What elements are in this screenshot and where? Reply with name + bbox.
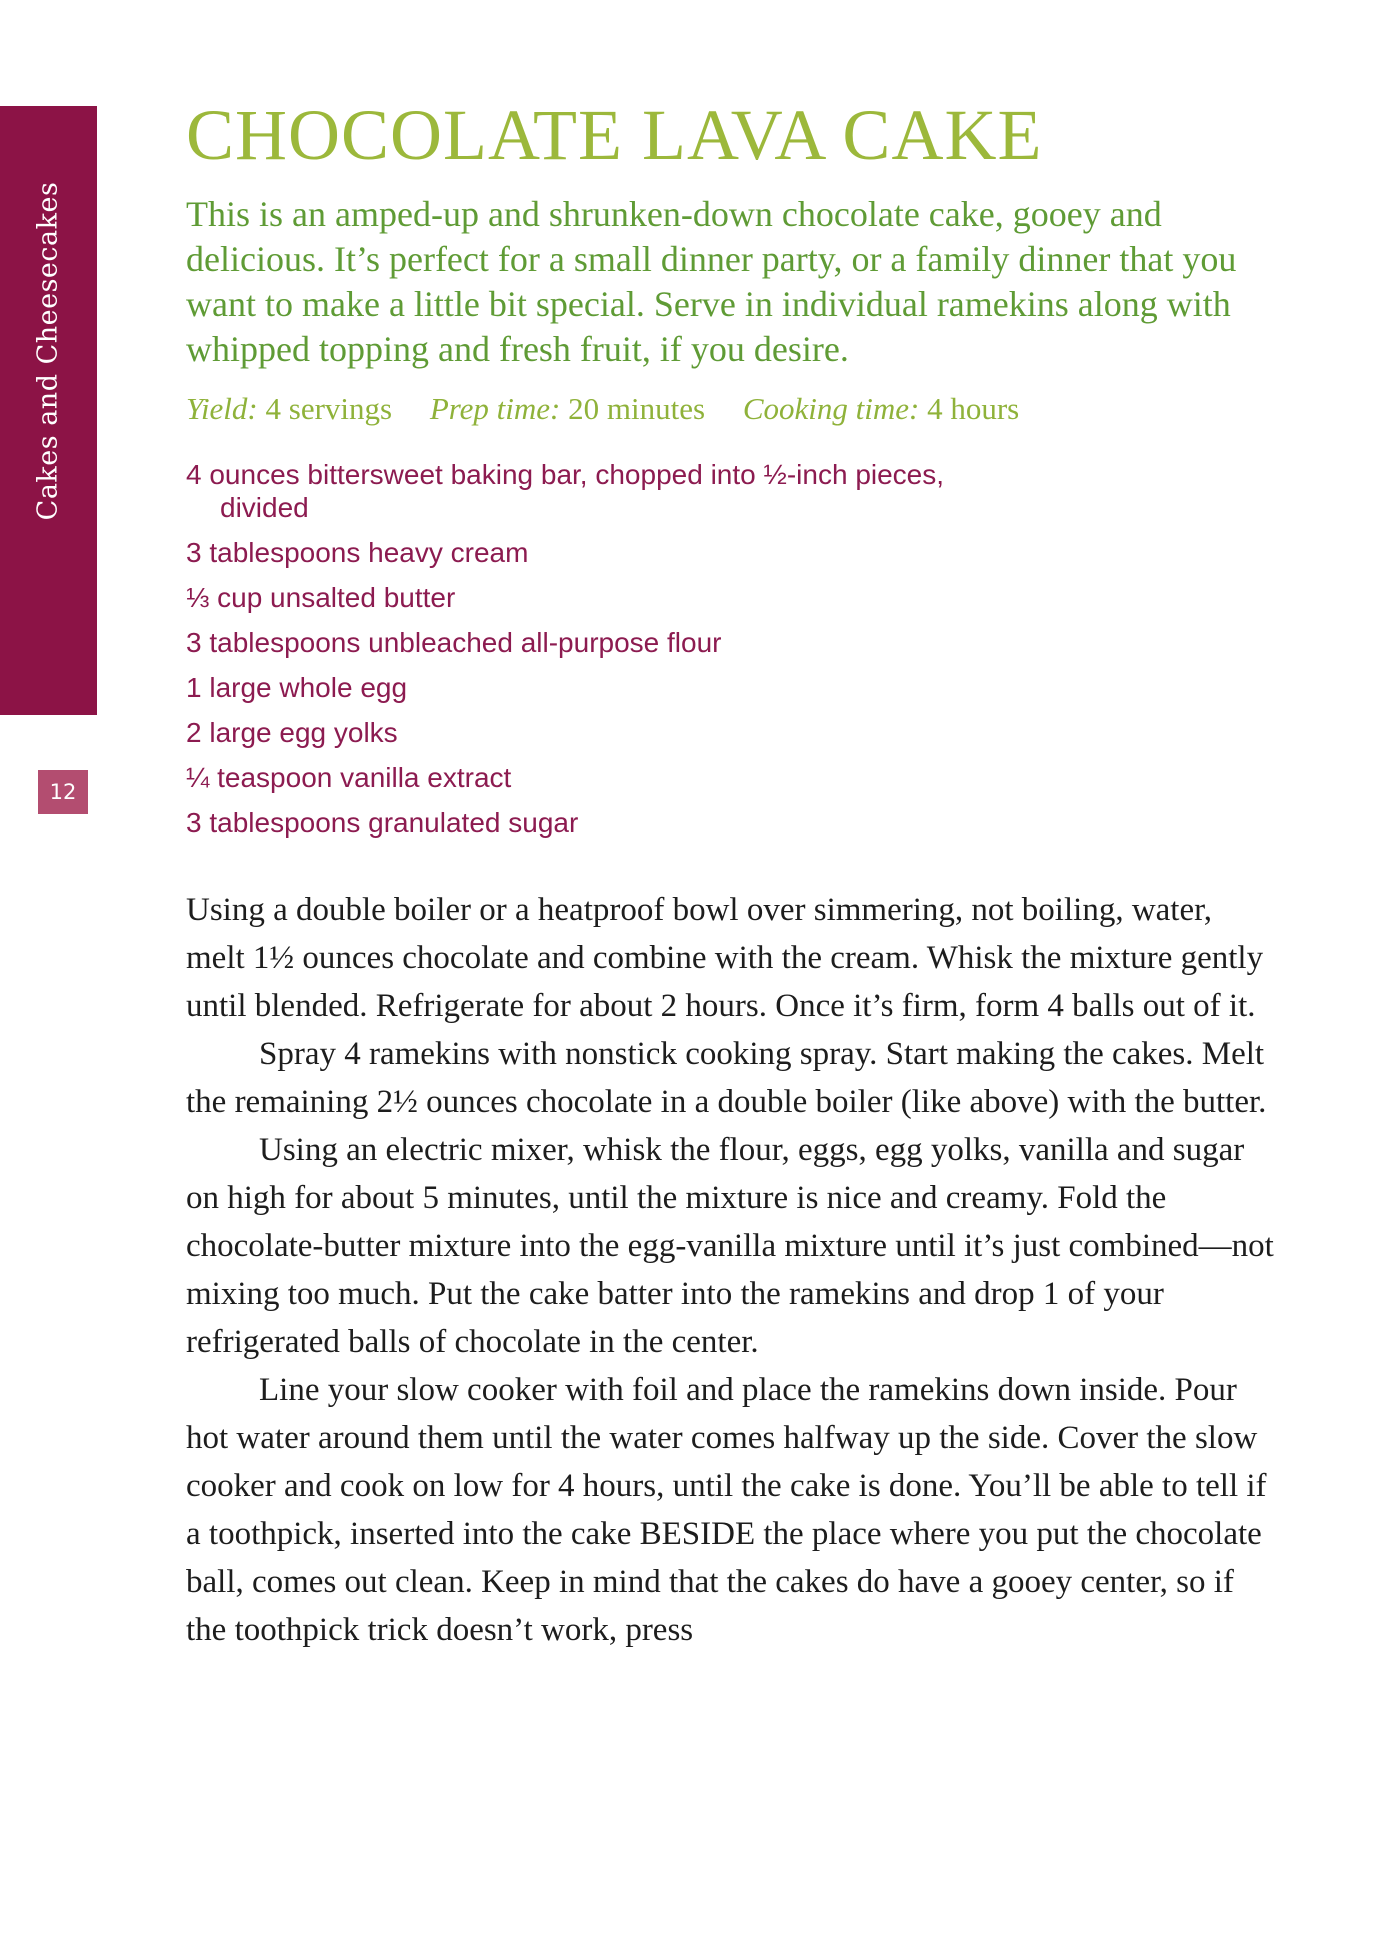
recipe-directions [186, 886, 1276, 1654]
ingredient-item: 4 ounces bittersweet baking bar, chopped into ½-inch pieces, divided [186, 459, 945, 523]
ingredient-item: 1 large whole egg [186, 672, 408, 703]
chapter-label: Cakes and Cheesecakes [32, 181, 64, 521]
recipe-intro: This is an amped-up and shrunken-down chocolate cake, gooey and delicious. It’s perfect for a small dinner party, or a family dinner that you want to make a little bit special. Serve in individual ramekins along with whipped topping and fresh fruit, if you desire. [186, 194, 1237, 369]
prep-time-label: Prep time: [429, 391, 561, 426]
ingredient-item: ¼ teaspoon vanilla extract [186, 762, 512, 793]
direction-paragraph: Using a double boiler or a heatproof bowl over simmering, not boiling, water, melt 1½ ounces chocolate and combine with the cream. Whisk the mixture gently until blended. Refrigerate for about 2 hours. Once it’s firm, form 4 balls out of it. [186, 892, 1264, 1024]
ingredient-item: 3 tablespoons heavy cream [186, 537, 529, 568]
ingredient-item: 2 large egg yolks [186, 717, 398, 748]
recipe-meta [186, 391, 1049, 427]
ingredient-item: 3 tablespoons granulated sugar [186, 807, 579, 838]
chapter-side-tab [0, 106, 97, 804]
direction-paragraph: Using an electric mixer, whisk the flour, eggs, egg yolks, vanilla and sugar on high for about 5 minutes, until the mixture is nice and creamy. Fold the chocolate-butter mixture into the egg-vanilla mixture until it’s just combined—not mixing too much. Put the cake batter into the ramekins and drop 1 of your refrigerated balls of chocolate in the center. [186, 1132, 1274, 1360]
ingredient-item: 3 tablespoons unbleached all-purpose flour [186, 627, 722, 658]
yield-value: 4 servings [265, 391, 393, 426]
page-number: 12 [38, 770, 88, 814]
cooking-time-label: Cooking time: [742, 391, 920, 426]
ingredient-list [186, 458, 960, 851]
cooking-time-value: 4 hours [927, 391, 1020, 426]
recipe-title: CHOCOLATE LAVA CAKE [186, 95, 1043, 175]
ingredient-item: ⅓ cup unsalted butter [186, 582, 456, 613]
direction-paragraph: Spray 4 ramekins with nonstick cooking spray. Start making the cakes. Melt the remaining 2½ ounces chocolate in a double boiler (like above) with the butter. [186, 1036, 1267, 1120]
yield-label: Yield: [186, 391, 258, 426]
direction-paragraph: Line your slow cooker with foil and place the ramekins down inside. Pour hot water around them until the water comes halfway up the side. Cover the slow cooker and cook on low for 4 hours, until the cake is done. You’ll be able to tell if a toothpick, inserted into the cake BESIDE the place where you put the chocolate ball, comes out clean. Keep in mind that the cakes do have a gooey center, so if the toothpick trick doesn’t work, press [186, 1372, 1267, 1648]
prep-time-value: 20 minutes [568, 391, 706, 426]
